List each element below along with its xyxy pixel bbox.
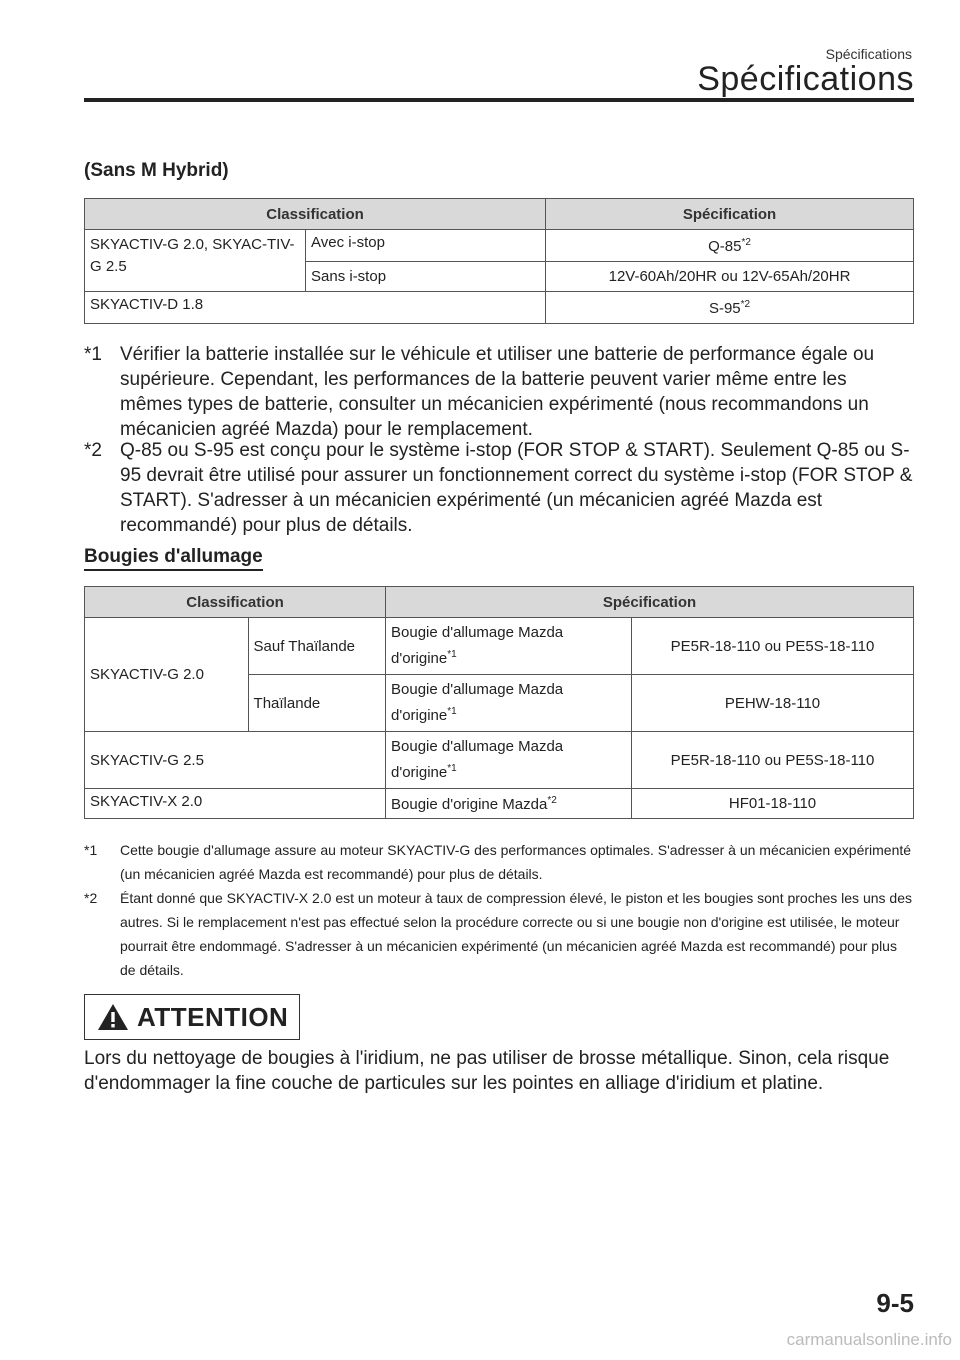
engine-cell: SKYACTIV-D 1.8 bbox=[85, 292, 546, 324]
market-cell: Thaïlande bbox=[248, 675, 385, 732]
footnote-ref: *1 bbox=[447, 763, 457, 774]
table-header-row bbox=[85, 199, 914, 230]
footnote-text: Q-85 ou S-95 est conçu pour le système i-stop (FOR STOP & START). Seulement Q-85 ou S-95 devrait être utilisé pour assurer un fonctionnement correct du système i-stop (FOR STOP & START). S'adresser à un mécanicien expérimenté (un mécanicien agréé Mazda est recommandé) pour plus de détails. bbox=[120, 440, 913, 536]
battery-footnote-1 bbox=[84, 342, 914, 442]
engine-cell: SKYACTIV-X 2.0 bbox=[85, 789, 386, 819]
header-specification: Spécification bbox=[386, 587, 914, 618]
warning-triangle-icon bbox=[97, 1003, 129, 1031]
spec-cell: S-95$^{*2}$ bbox=[546, 292, 914, 324]
spec-cell: PEHW-18-110 bbox=[632, 675, 914, 732]
option-cell: Sans i-stop bbox=[306, 262, 546, 292]
plug-type-cell: Bougie d'origine Mazda$^{*2}$ bbox=[386, 789, 632, 819]
footnote-ref: *2 bbox=[547, 794, 557, 806]
header-classification: Classification bbox=[85, 199, 546, 230]
plug-type-cell: Bougie d'allumage Mazda d'origine$^{*1}$ bbox=[386, 732, 632, 789]
footnote-ref: *2 bbox=[741, 236, 751, 248]
spark-footnote-1 bbox=[84, 838, 914, 886]
table-row bbox=[85, 292, 914, 324]
table-row bbox=[85, 618, 914, 675]
engine-cell: SKYACTIV-G 2.0, SKYAC-TIV-G 2.5 bbox=[85, 230, 306, 292]
footnote-ref: *2 bbox=[740, 298, 751, 310]
attention-label: ATTENTION bbox=[137, 1001, 289, 1032]
footnote-ref: *1 bbox=[447, 706, 457, 717]
header-section-title: Spécifications bbox=[697, 60, 914, 98]
battery-footnote-2 bbox=[84, 438, 914, 538]
attention-text: Lors du nettoyage de bougies à l'iridium, ne pas utiliser de brosse métallique. Sinon, cela risque d'endommager la fine couche de particules sur les pointes en alliage d'iridium et platine. bbox=[84, 1048, 890, 1094]
page-number: 9-5 bbox=[876, 1288, 914, 1318]
market-cell: Sauf Thaïlande bbox=[248, 618, 385, 675]
battery-subtitle: (Sans M Hybrid) bbox=[84, 160, 229, 181]
engine-cell: SKYACTIV-G 2.5 bbox=[85, 732, 386, 789]
footnote-number: *2 bbox=[84, 890, 98, 906]
spec-cell: 12V-60Ah/20HR ou 12V-65Ah/20HR bbox=[546, 262, 914, 292]
table-row bbox=[85, 789, 914, 819]
battery-table bbox=[84, 198, 914, 324]
footnote-text: Vérifier la batterie installée sur le véhicule et utiliser une batterie de performance égale ou supérieure. Cependant, les performances de la batterie peuvent varier même entre les mêmes types de batterie, consulter un mécanicien expérimenté (nous recommandons un mécanicien agréé Mazda) pour le remplacement. bbox=[120, 344, 875, 440]
header-specification: Spécification bbox=[546, 199, 914, 230]
footnote-text: Étant donné que SKYACTIV-X 2.0 est un moteur à taux de compression élevé, le piston et les bougies sont proches les uns des autres. Si le remplacement n'est pas effectué selon la procédure correcte ou si une bougie non d'origine est utilisée, le moteur pourrait être endommagé. S'adresser à un mécanicien expérimenté (un mécanicien agréé Mazda est recommandé) pour plus de détails. bbox=[120, 890, 912, 978]
plug-type-cell: Bougie d'allumage Mazda d'origine$^{*1}$ bbox=[386, 618, 632, 675]
table-row bbox=[85, 230, 914, 262]
footnote-text: Cette bougie d'allumage assure au moteur SKYACTIV-G des performances optimales. S'adresser à un mécanicien expérimenté (un mécanicien agréé Mazda est recommandé) pour plus de détails. bbox=[120, 842, 912, 882]
engine-cell: SKYACTIV-G 2.0 bbox=[85, 618, 249, 732]
footnote-ref: *1 bbox=[447, 649, 457, 660]
option-cell: Avec i-stop bbox=[306, 230, 546, 262]
spark-plugs-title: Bougies d'allumage bbox=[84, 546, 263, 571]
attention-box bbox=[84, 994, 300, 1040]
header-section-small: Spécifications bbox=[825, 46, 912, 62]
watermark: carmanualsonline.info bbox=[786, 1330, 952, 1349]
spec-cell: HF01-18-110 bbox=[632, 789, 914, 819]
spark-plug-table bbox=[84, 586, 914, 819]
header-rule bbox=[84, 98, 914, 102]
header-classification: Classification bbox=[85, 587, 386, 618]
spec-cell: PE5R-18-110 ou PE5S-18-110 bbox=[632, 618, 914, 675]
table-row bbox=[85, 732, 914, 789]
spec-cell: PE5R-18-110 ou PE5S-18-110 bbox=[632, 732, 914, 789]
spark-footnote-2 bbox=[84, 886, 914, 982]
footnote-number: *1 bbox=[84, 344, 102, 365]
footnote-number: *1 bbox=[84, 842, 98, 858]
footnote-number: *2 bbox=[84, 440, 102, 461]
table-header-row bbox=[85, 587, 914, 618]
plug-type-cell: Bougie d'allumage Mazda d'origine$^{*1}$ bbox=[386, 675, 632, 732]
spec-cell: Q-85$^{*2}$ bbox=[546, 230, 914, 262]
